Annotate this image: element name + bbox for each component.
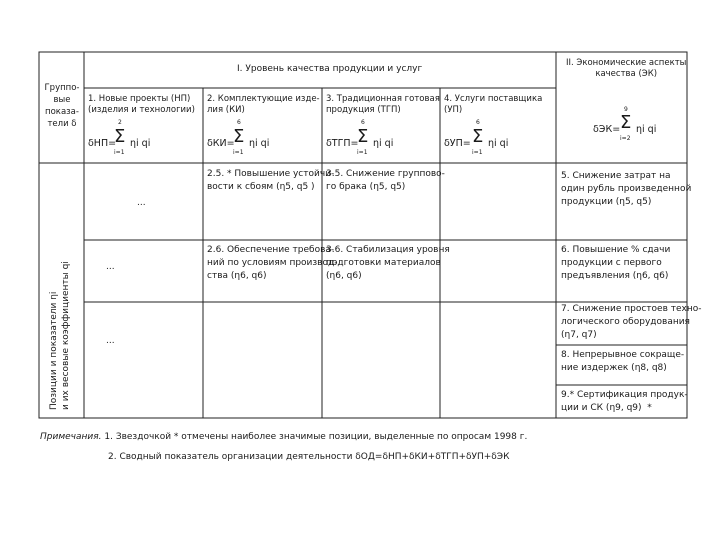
note-2: 2. Сводный показатель организации деятельности δОД=δНП+δКИ+δТГП+δУП+δЭК — [108, 452, 510, 462]
quality-level-header: I. Уровень качества продукции и услуг — [237, 64, 423, 74]
positions-weights-side-label: Позиции и показатели ηi и их весовые коэффициенты qi — [49, 261, 71, 410]
column-header-up: 4. Услуги поставщика (УП) — [444, 94, 543, 115]
cell-3-6: 3.6. Стабилизация уровня подготовки материалов (η6, q6) — [326, 245, 450, 281]
note-1-text: 1. Звездочкой * отмечены наиболее значимые позиции, выделенные по опросам 1998 г. — [104, 432, 528, 442]
cell-ek-7: 7. Снижение простоев техно- логического оборудования (η7, q7) — [561, 304, 702, 340]
column-header-tgp: 3. Традиционная готовая продукция (ТГП) — [326, 94, 440, 115]
cell-2-6: 2.6. Обеспечение требова- ний по условиям производ- ства (η6, q6) — [207, 245, 338, 281]
economic-aspects-header: II. Экономические аспекты качества (ЭК) — [566, 58, 687, 79]
cell-2-5: 2.5. * Повышение устойчи- вости к сбоям (η5, q5 ) — [207, 169, 335, 192]
ellipsis-np-5: ... — [137, 198, 146, 208]
cell-ek-5: 5. Снижение затрат на один рубль произведенной продукции (η5, q5) — [561, 171, 692, 207]
cell-ek-6: 6. Повышение % сдачи продукции с первого предъявления (η6, q6) — [561, 245, 671, 281]
ellipsis-np-6: ... — [106, 262, 115, 272]
column-header-np: 1. Новые проекты (НП) (изделия и технологии) — [88, 94, 195, 115]
notes-label: Примечания. — [40, 432, 102, 442]
cell-3-5: 3.5. Снижение группово- го брака (η5, q5) — [326, 169, 445, 192]
cell-ek-8: 8. Непрерывное сокраще- ние издержек (η8, q8) — [561, 350, 685, 373]
group-indicators-header: Группо- вые показа- тели δ — [44, 83, 80, 129]
column-header-ki: 2. Комплектующие изде- лия (КИ) — [207, 94, 320, 115]
cell-ek-9: 9.* Сертификация продук- ции и СК (η9, q9) * — [561, 390, 688, 413]
note-1 — [40, 432, 527, 442]
document-page: Группо- вые показа- тели δ I. Уровень качества продукции и услуг II. Экономические аспекты качества (ЭК) 1. Новые проекты (НП) (изделия и технологии) 2. Комплектующие изде- лия (КИ) 3. Традиционная готовая продукция (ТГП) 4. Услуги поставщика (УП) δНП= 2 Σ i=1 ηi qi δКИ= 6 Σ i=1 ηi qi δТГП= 6 Σ i=1 ηi qi δУП= 6 Σ i=1 ηi qi δЭК= 9 Σ i=2 ηi qi Позиции и показатели ηi и их весовые коэффициенты qi 2.5. * Повышение устойчи- вости к сбоям (η5, q5 ) 3.5. Снижение группово- го брака (η5, q5) 5. Снижение затрат на один рубль произведенной продукции (η5, q5) 2.6. Обеспечение требова- ний по условиям производ- ства (η6, q6) 3.6. Стабилизация уровня подготовки материалов (η6, q6) 6. Повышение % сдачи продукции с первого предъявления (η6, q6) 7. Снижение простоев техно- логического оборудования (η7, q7) 8. Непрерывное сокраще- ние издержек (η8, q8) 9.* Сертификация продук- ции и СК (η9, q9) * ... ... ... Примечания. 1. Звездочкой * отмечены наиболее значимые позиции, выделенные по опросам 1998 г. 2. Сводный показатель организации деятельности δОД=δНП+δКИ+δТГП+δУП+δЭК — [0, 0, 720, 540]
ellipsis-np-7: ... — [106, 336, 115, 346]
